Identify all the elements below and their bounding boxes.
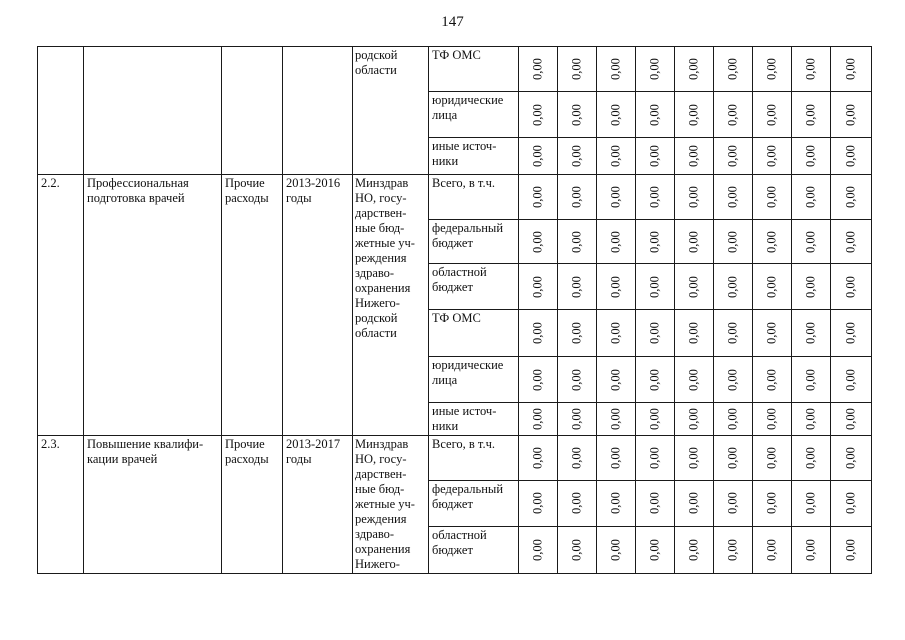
- value-text: 0,00: [725, 368, 740, 391]
- value-text: 0,00: [686, 368, 701, 391]
- value-text: 0,00: [530, 145, 545, 167]
- value-cell: [675, 175, 714, 220]
- value-text: 0,00: [530, 186, 545, 208]
- value-cell: [597, 138, 636, 175]
- funding-source-cell: иные источ-ники: [429, 403, 519, 436]
- value-text: 0,00: [803, 230, 818, 253]
- period-cell: 2013-2016 годы: [283, 175, 353, 436]
- value-text: 0,00: [686, 58, 701, 80]
- value-cell: [792, 138, 831, 175]
- value-cell: [714, 264, 753, 310]
- value-cell: [636, 92, 675, 138]
- value-text: 0,00: [843, 230, 858, 253]
- value-cell: [636, 264, 675, 310]
- expense-type-cell: [222, 47, 283, 175]
- period-cell: [283, 47, 353, 175]
- value-text: 0,00: [803, 186, 818, 208]
- value-text: 0,00: [725, 145, 740, 167]
- value-cell: [636, 220, 675, 264]
- value-text: 0,00: [686, 275, 701, 298]
- value-text: 0,00: [530, 322, 545, 344]
- measure-name-cell: Профессиональная подготовка врачей: [84, 175, 222, 436]
- executor-cell: родской области: [353, 47, 429, 175]
- value-text: 0,00: [764, 368, 779, 391]
- value-cell: [714, 175, 753, 220]
- value-cell: [675, 310, 714, 357]
- funding-source-cell: ТФ ОМС: [429, 47, 519, 92]
- value-cell: [597, 220, 636, 264]
- value-cell: [714, 92, 753, 138]
- value-cell: [675, 264, 714, 310]
- executor-cell: Минздрав НО, госу-дарствен-ные бюд-жетные уч-реждения здраво-охранения Нижего-родской области: [353, 175, 429, 436]
- value-cell: [714, 403, 753, 436]
- value-cell: [558, 175, 597, 220]
- value-text: 0,00: [764, 446, 779, 469]
- value-cell: [753, 92, 792, 138]
- value-cell: [597, 47, 636, 92]
- value-text: 0,00: [608, 539, 623, 562]
- value-text: 0,00: [569, 492, 584, 515]
- value-cell: [714, 436, 753, 481]
- value-cell: [519, 138, 558, 175]
- value-text: 0,00: [647, 275, 662, 298]
- value-text: 0,00: [608, 145, 623, 167]
- value-cell: [675, 92, 714, 138]
- value-cell: [831, 436, 872, 481]
- value-cell: [675, 47, 714, 92]
- table-row: [38, 47, 872, 92]
- value-cell: [636, 436, 675, 481]
- value-cell: [597, 92, 636, 138]
- value-text: 0,00: [725, 322, 740, 344]
- period-cell: 2013-2017 годы: [283, 436, 353, 574]
- value-text: 0,00: [608, 103, 623, 126]
- value-cell: [519, 436, 558, 481]
- value-text: 0,00: [608, 446, 623, 469]
- value-text: 0,00: [803, 145, 818, 167]
- value-cell: [636, 310, 675, 357]
- value-text: 0,00: [764, 58, 779, 80]
- value-text: 0,00: [843, 275, 858, 298]
- value-cell: [675, 357, 714, 403]
- value-text: 0,00: [843, 446, 858, 469]
- value-text: 0,00: [647, 58, 662, 80]
- value-text: 0,00: [569, 186, 584, 208]
- value-text: 0,00: [764, 539, 779, 562]
- value-cell: [792, 220, 831, 264]
- measure-name-cell: Повышение квалифи-кации врачей: [84, 436, 222, 574]
- value-text: 0,00: [569, 368, 584, 391]
- name-cell: [84, 47, 222, 175]
- value-cell: [753, 480, 792, 527]
- value-cell: [753, 47, 792, 92]
- value-cell: [519, 264, 558, 310]
- value-cell: [597, 357, 636, 403]
- value-text: 0,00: [803, 58, 818, 80]
- value-cell: [675, 220, 714, 264]
- funding-source-cell: федеральный бюджет: [429, 480, 519, 527]
- value-text: 0,00: [725, 230, 740, 253]
- value-cell: [519, 47, 558, 92]
- value-text: 0,00: [725, 103, 740, 126]
- value-text: 0,00: [608, 186, 623, 208]
- value-cell: [831, 527, 872, 574]
- funding-source-cell: юридические лица: [429, 92, 519, 138]
- value-cell: [831, 310, 872, 357]
- value-cell: [558, 47, 597, 92]
- value-cell: [753, 310, 792, 357]
- value-cell: [519, 310, 558, 357]
- value-cell: [831, 480, 872, 527]
- value-cell: [792, 47, 831, 92]
- value-cell: [519, 175, 558, 220]
- value-text: 0,00: [764, 186, 779, 208]
- value-cell: [597, 436, 636, 481]
- value-text: 0,00: [686, 322, 701, 344]
- table-body: [38, 47, 872, 574]
- value-cell: [792, 357, 831, 403]
- value-cell: [792, 310, 831, 357]
- value-text: 0,00: [530, 368, 545, 391]
- value-cell: [831, 220, 872, 264]
- value-cell: [636, 138, 675, 175]
- value-text: 0,00: [725, 539, 740, 562]
- table-row: [38, 175, 872, 220]
- funding-source-cell: иные источ-ники: [429, 138, 519, 175]
- value-cell: [558, 138, 597, 175]
- value-cell: [831, 47, 872, 92]
- value-cell: [753, 403, 792, 436]
- value-cell: [636, 357, 675, 403]
- value-text: 0,00: [686, 103, 701, 126]
- value-cell: [636, 480, 675, 527]
- value-cell: [597, 527, 636, 574]
- value-text: 0,00: [647, 368, 662, 391]
- value-cell: [636, 527, 675, 574]
- value-text: 0,00: [843, 368, 858, 391]
- value-text: 0,00: [569, 539, 584, 562]
- value-cell: [831, 138, 872, 175]
- value-cell: [558, 310, 597, 357]
- value-cell: [519, 403, 558, 436]
- value-cell: [558, 436, 597, 481]
- value-cell: [714, 220, 753, 264]
- value-cell: [714, 310, 753, 357]
- value-text: 0,00: [647, 492, 662, 515]
- value-cell: [558, 527, 597, 574]
- value-text: 0,00: [569, 230, 584, 253]
- value-text: 0,00: [530, 539, 545, 562]
- funding-source-cell: Всего, в т.ч.: [429, 175, 519, 220]
- value-text: 0,00: [569, 322, 584, 344]
- value-cell: [831, 357, 872, 403]
- funding-source-cell: юридические лица: [429, 357, 519, 403]
- value-cell: [636, 175, 675, 220]
- value-text: 0,00: [843, 492, 858, 515]
- funding-source-cell: ТФ ОМС: [429, 310, 519, 357]
- value-cell: [558, 480, 597, 527]
- value-text: 0,00: [803, 275, 818, 298]
- value-text: 0,00: [608, 275, 623, 298]
- value-text: 0,00: [608, 368, 623, 391]
- value-text: 0,00: [530, 492, 545, 515]
- value-text: 0,00: [803, 446, 818, 469]
- value-cell: [558, 264, 597, 310]
- value-text: 0,00: [764, 103, 779, 126]
- funding-source-cell: областной бюджет: [429, 264, 519, 310]
- value-cell: [714, 138, 753, 175]
- value-cell: [831, 403, 872, 436]
- expense-type-cell: Прочие расходы: [222, 175, 283, 436]
- value-text: 0,00: [843, 408, 858, 430]
- value-text: 0,00: [686, 230, 701, 253]
- value-text: 0,00: [647, 186, 662, 208]
- value-cell: [675, 403, 714, 436]
- value-text: 0,00: [686, 446, 701, 469]
- value-text: 0,00: [725, 58, 740, 80]
- value-text: 0,00: [686, 145, 701, 167]
- budget-table: [37, 46, 872, 574]
- value-text: 0,00: [647, 103, 662, 126]
- value-cell: [792, 527, 831, 574]
- value-text: 0,00: [725, 408, 740, 430]
- value-text: 0,00: [569, 145, 584, 167]
- value-text: 0,00: [725, 275, 740, 298]
- value-cell: [597, 403, 636, 436]
- executor-cell: Минздрав НО, госу-дарствен-ные бюд-жетные уч-реждения здраво-охранения Нижего-: [353, 436, 429, 574]
- value-cell: [792, 436, 831, 481]
- number-cell: [38, 47, 84, 175]
- value-cell: [714, 357, 753, 403]
- funding-source-cell: федеральный бюджет: [429, 220, 519, 264]
- number-cell: 2.3.: [38, 436, 84, 574]
- value-cell: [597, 310, 636, 357]
- value-text: 0,00: [530, 230, 545, 253]
- value-text: 0,00: [764, 408, 779, 430]
- value-cell: [636, 47, 675, 92]
- value-cell: [792, 480, 831, 527]
- value-text: 0,00: [764, 230, 779, 253]
- value-text: 0,00: [608, 492, 623, 515]
- value-cell: [558, 220, 597, 264]
- value-text: 0,00: [647, 230, 662, 253]
- value-cell: [753, 357, 792, 403]
- value-text: 0,00: [803, 539, 818, 562]
- value-text: 0,00: [803, 322, 818, 344]
- value-text: 0,00: [843, 539, 858, 562]
- value-text: 0,00: [647, 408, 662, 430]
- value-text: 0,00: [764, 275, 779, 298]
- value-cell: [831, 92, 872, 138]
- value-cell: [675, 527, 714, 574]
- value-text: 0,00: [647, 145, 662, 167]
- value-text: 0,00: [608, 230, 623, 253]
- value-text: 0,00: [843, 145, 858, 167]
- value-cell: [558, 357, 597, 403]
- value-cell: [753, 264, 792, 310]
- value-cell: [714, 480, 753, 527]
- value-text: 0,00: [647, 322, 662, 344]
- value-text: 0,00: [764, 322, 779, 344]
- value-cell: [753, 138, 792, 175]
- value-cell: [792, 403, 831, 436]
- value-cell: [558, 92, 597, 138]
- value-text: 0,00: [843, 186, 858, 208]
- value-text: 0,00: [803, 408, 818, 430]
- value-text: 0,00: [530, 408, 545, 430]
- value-cell: [831, 175, 872, 220]
- value-cell: [792, 92, 831, 138]
- value-cell: [753, 436, 792, 481]
- value-cell: [753, 175, 792, 220]
- value-cell: [597, 175, 636, 220]
- funding-source-cell: Всего, в т.ч.: [429, 436, 519, 481]
- value-cell: [597, 480, 636, 527]
- value-text: 0,00: [530, 58, 545, 80]
- funding-source-cell: областной бюджет: [429, 527, 519, 574]
- value-text: 0,00: [686, 492, 701, 515]
- value-text: 0,00: [725, 186, 740, 208]
- value-cell: [675, 138, 714, 175]
- value-text: 0,00: [569, 446, 584, 469]
- value-text: 0,00: [843, 103, 858, 126]
- value-text: 0,00: [530, 446, 545, 469]
- value-text: 0,00: [843, 58, 858, 80]
- value-cell: [792, 264, 831, 310]
- value-cell: [675, 480, 714, 527]
- value-text: 0,00: [569, 408, 584, 430]
- number-cell: 2.2.: [38, 175, 84, 436]
- value-cell: [675, 436, 714, 481]
- expense-type-cell: Прочие расходы: [222, 436, 283, 574]
- table-row: [38, 436, 872, 481]
- value-text: 0,00: [647, 446, 662, 469]
- value-cell: [714, 527, 753, 574]
- value-text: 0,00: [530, 103, 545, 126]
- value-text: 0,00: [608, 408, 623, 430]
- value-text: 0,00: [569, 58, 584, 80]
- value-text: 0,00: [803, 492, 818, 515]
- value-cell: [558, 403, 597, 436]
- value-cell: [831, 264, 872, 310]
- value-cell: [597, 264, 636, 310]
- value-text: 0,00: [764, 145, 779, 167]
- value-text: 0,00: [764, 492, 779, 515]
- value-cell: [519, 480, 558, 527]
- value-text: 0,00: [843, 322, 858, 344]
- value-cell: [519, 92, 558, 138]
- value-cell: [519, 357, 558, 403]
- value-text: 0,00: [530, 275, 545, 298]
- value-cell: [753, 220, 792, 264]
- value-text: 0,00: [725, 492, 740, 515]
- value-text: 0,00: [647, 539, 662, 562]
- value-text: 0,00: [725, 446, 740, 469]
- value-cell: [714, 47, 753, 92]
- value-cell: [753, 527, 792, 574]
- value-text: 0,00: [608, 58, 623, 80]
- value-text: 0,00: [569, 103, 584, 126]
- value-text: 0,00: [686, 186, 701, 208]
- value-cell: [519, 527, 558, 574]
- value-text: 0,00: [803, 368, 818, 391]
- value-cell: [792, 175, 831, 220]
- value-cell: [519, 220, 558, 264]
- value-text: 0,00: [686, 539, 701, 562]
- page-number: 147: [441, 14, 464, 30]
- value-cell: [636, 403, 675, 436]
- value-text: 0,00: [569, 275, 584, 298]
- value-text: 0,00: [608, 322, 623, 344]
- value-text: 0,00: [686, 408, 701, 430]
- value-text: 0,00: [803, 103, 818, 126]
